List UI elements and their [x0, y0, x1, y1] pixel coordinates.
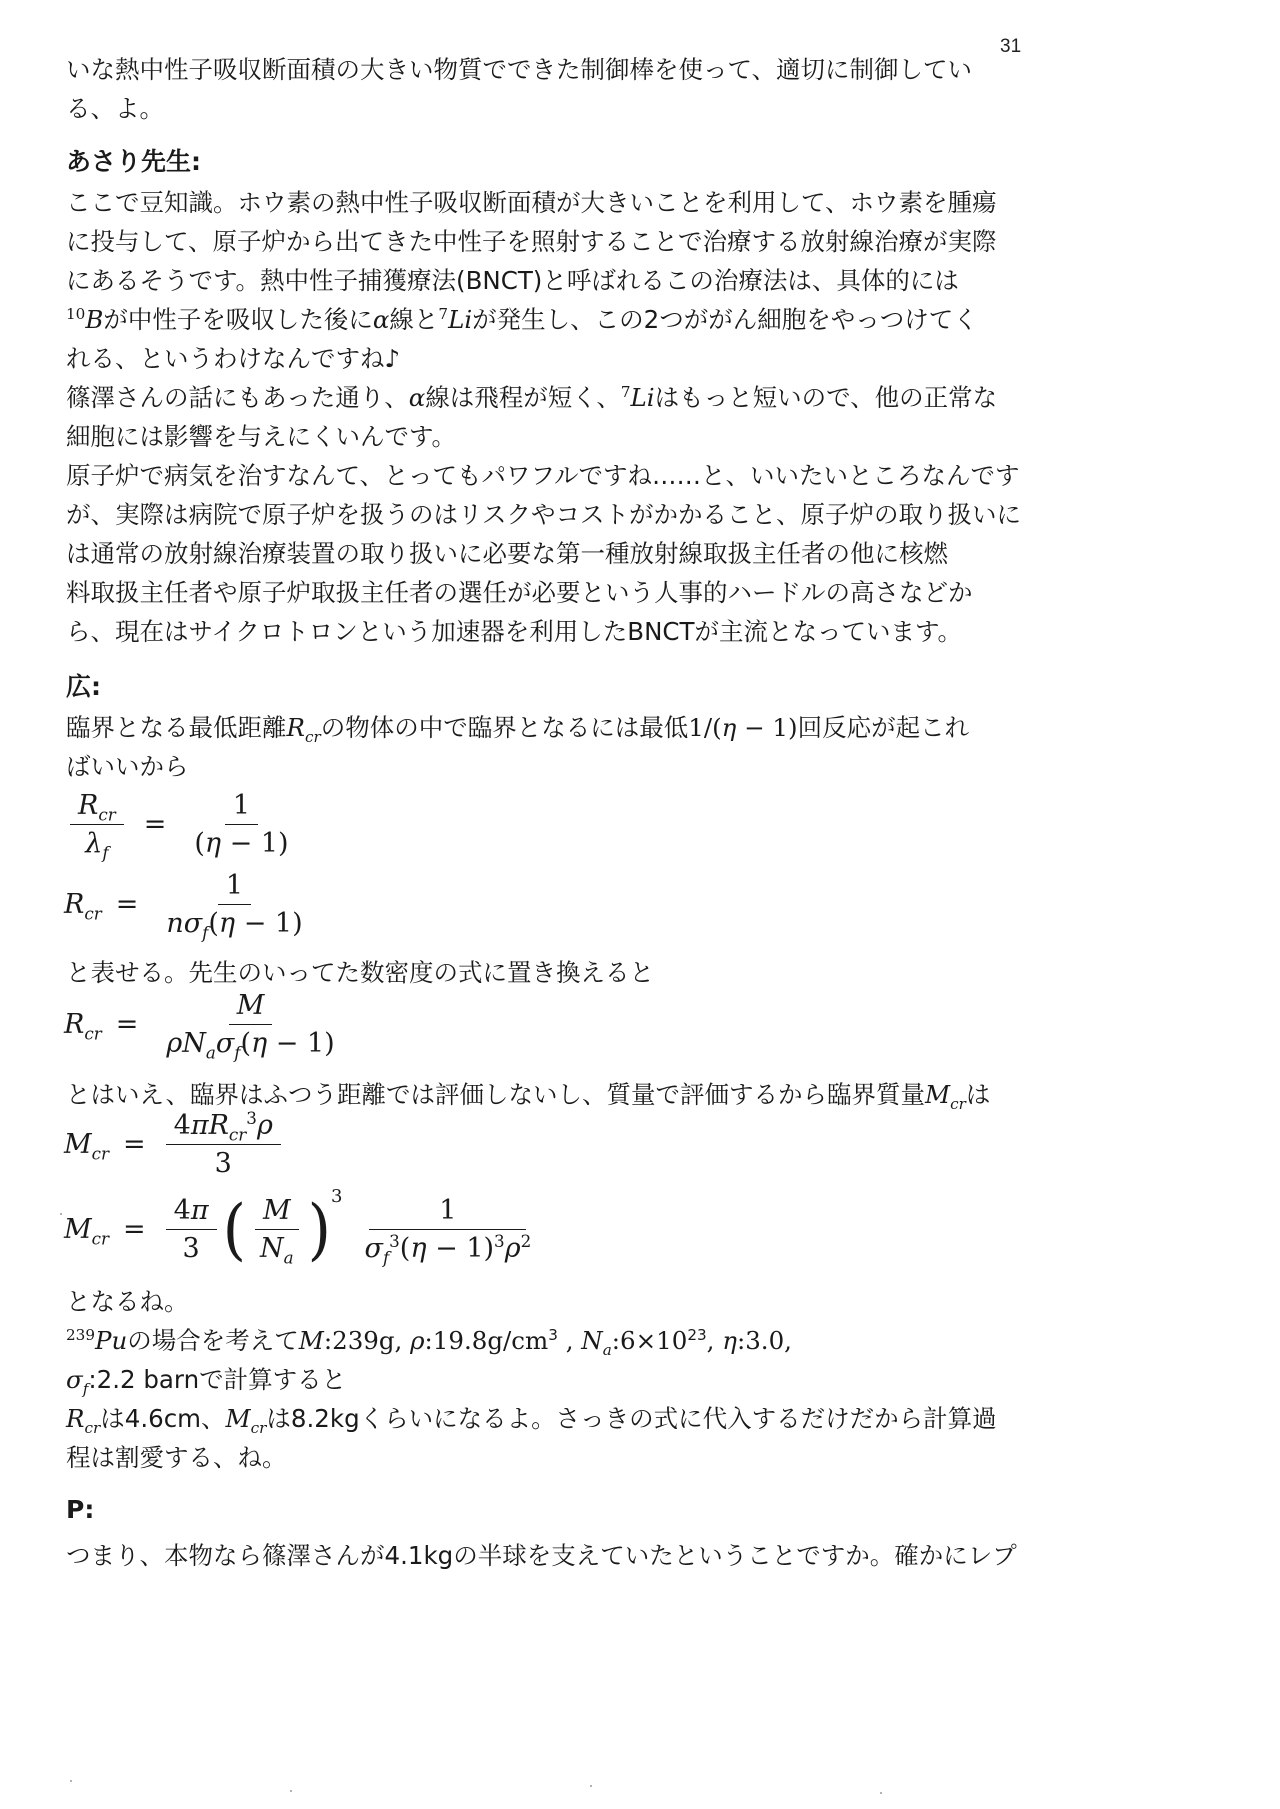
hiro-line-2: ばいいから: [66, 752, 189, 781]
hiro-line-5: となるね。: [66, 1287, 189, 1316]
p-line-1: つまり、本物なら篠澤さんが4.1kgの半球を支えていたということですか。確かにレプ: [66, 1541, 1017, 1570]
asari-line-6: 篠澤さんの話にもあった通り、α線は飛程が短く、$^7$Liはもっと短いので、他の正常な: [66, 382, 998, 412]
hiro-line-9: 程は割愛する、ね。: [66, 1443, 287, 1472]
asari-line-5: れる、というわけなんですね♪: [66, 344, 401, 373]
asari-line-1: ここで豆知識。ホウ素の熱中性子吸収断面積が大きいことを利用して、ホウ素を腫瘍: [66, 188, 997, 217]
equation-4: $M_{cr}$ = $\frac{4\pi R_{cr}^3\rho}{3}$: [64, 1110, 287, 1179]
scan-speck: [880, 1792, 882, 1794]
asari-line-8: 原子炉で病気を治すなんて、とってもパワフルですね……と、いいたいところなんです: [66, 461, 1020, 490]
equation-5: $M_{cr}$ = $\frac{4\pi}{3}$ ( $\frac{M}{N_a}$ ) 3 $\frac{1}{\sigma_f^3(\eta - 1)^3\rho^2}$: [64, 1186, 532, 1268]
equation-3: $R_{cr}$ = $\frac{M}{\rho N_a\sigma_f(\eta - 1)}$: [64, 990, 335, 1063]
page-number: 31: [1000, 36, 1022, 57]
hiro-line-7: $\sigma_f:2.2$ barnで計算すると: [66, 1365, 347, 1398]
scan-speck: [290, 1790, 292, 1792]
asari-line-3: にあるそうです。熱中性子捕獲療法(BNCT)と呼ばれるこの治療法は、具体的には: [66, 266, 959, 295]
hiro-heading: 広:: [66, 672, 101, 701]
hiro-line-1: 臨界となる最低距離$R_{cr}$の物体の中で臨界となるには最低1/(η − 1)回反応が起これ: [66, 713, 970, 746]
asari-line-11: 料取扱主任者や原子炉取扱主任者の選任が必要という人事的ハードルの高さなどか: [66, 578, 973, 607]
asari-line-7: 細胞には影響を与えにくいんです。: [66, 422, 457, 451]
asari-line-2: に投与して、原子炉から出てきた中性子を照射することで治療する放射線治療が実際: [66, 227, 997, 256]
scan-speck: [70, 1780, 72, 1782]
hiro-line-3: と表せる。先生のいってた数密度の式に置き換えると: [66, 958, 654, 987]
isotope-li7: $^7$Li: [438, 304, 473, 334]
equation-1: $\frac{R_{cr}}{\lambda_f}$ = $\frac{1}{(\eta - 1)}$: [64, 790, 303, 859]
scan-speck: [60, 1213, 62, 1215]
intro-line-2: る、よ。: [66, 94, 164, 123]
asari-line-12: ら、現在はサイクロトロンという加速器を利用したBNCTが主流となっています。: [66, 617, 963, 646]
intro-line-1: いな熱中性子吸収断面積の大きい物質でできた制御棒を使って、適切に制御してい: [66, 55, 973, 84]
hiro-line-6: $^{239}$Puの場合を考えてM:239g, $\rho:19.8g/cm^3$ , $N_a:6\times 10^{23}$, η:3.0,: [66, 1325, 792, 1359]
scan-speck: [590, 1785, 592, 1787]
p-heading: P:: [66, 1495, 95, 1524]
asari-line-4: $^{10}$Bが中性子を吸収した後にα線と$^7$Liが発生し、この2つががん細胞をやっつけてく: [66, 304, 978, 334]
isotope-b10: $^{10}$B: [66, 304, 104, 334]
asari-heading: あさり先生:: [66, 147, 201, 176]
equation-2: $R_{cr}$ = $\frac{1}{n\sigma_f(\eta - 1)}$: [64, 870, 303, 943]
hiro-line-8: $R_{cr}$は4.6cm、$M_{cr}$は8.2kgくらいになるよ。さっきの式に代入するだけだから計算過: [66, 1404, 997, 1437]
asari-line-10: は通常の放射線治療装置の取り扱いに必要な第一種放射線取扱主任者の他に核燃: [66, 539, 948, 568]
hiro-line-4: とはいえ、臨界はふつう距離では評価しないし、質量で評価するから臨界質量$M_{cr}$は: [66, 1080, 991, 1113]
asari-line-9: が、実際は病院で原子炉を扱うのはリスクやコストがかかること、原子炉の取り扱いに: [66, 500, 1022, 529]
